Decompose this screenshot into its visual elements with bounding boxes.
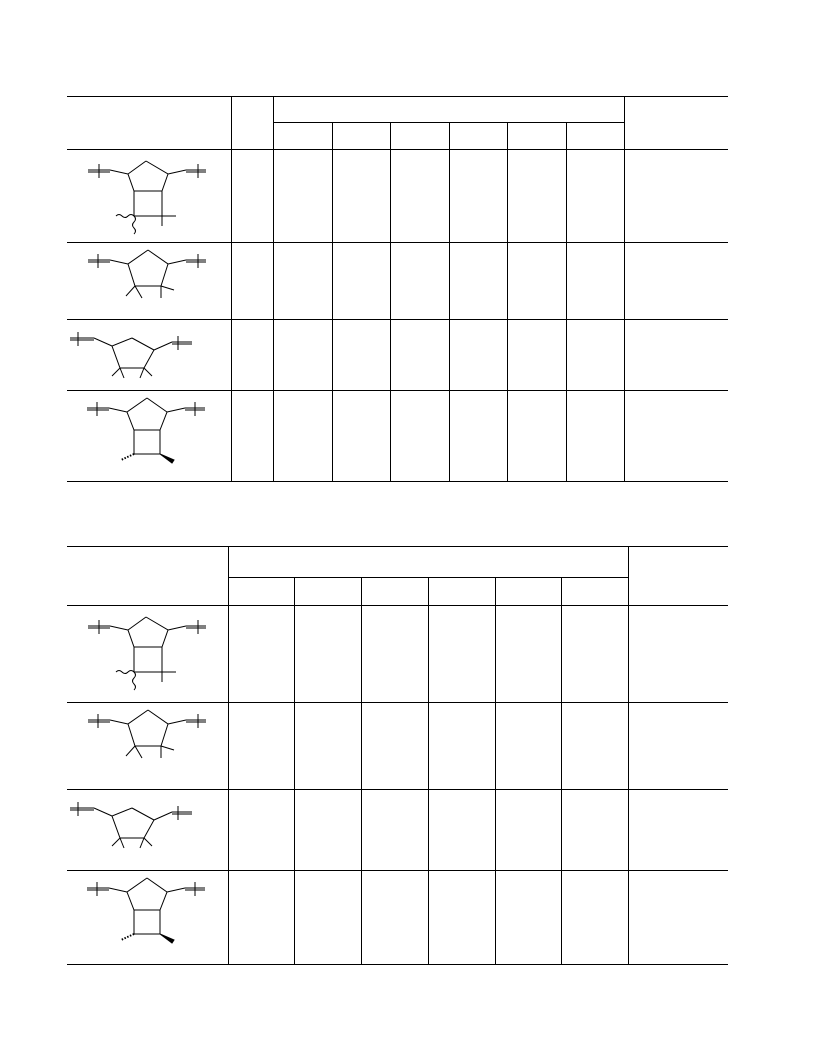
tetramethyl-cyclopentane-icon	[88, 710, 206, 758]
bicyclo-cyclobutane-wedge-icon	[87, 878, 205, 943]
table-2	[67, 546, 728, 965]
dimethyl-cyclopentane-icon	[70, 802, 192, 848]
bicyclo-cyclobutane-wavy-icon	[88, 617, 206, 690]
table-1	[67, 96, 728, 482]
bicyclo-cyclobutane-wavy-icon	[88, 161, 206, 234]
dimethyl-cyclopentane-icon	[70, 332, 192, 378]
bicyclo-cyclobutane-wedge-icon	[87, 398, 205, 463]
tetramethyl-cyclopentane-icon	[88, 250, 206, 298]
